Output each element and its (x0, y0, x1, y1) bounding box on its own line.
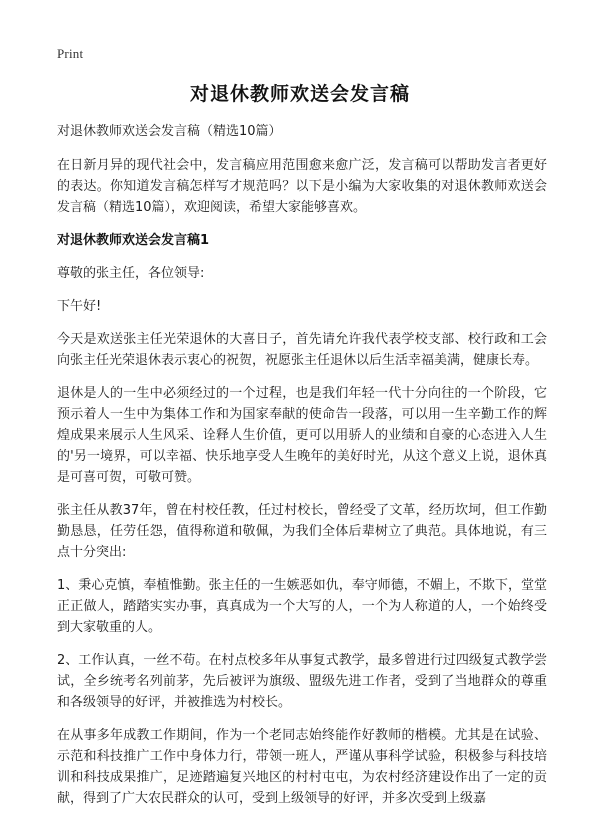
body-paragraph: 张主任从教37年，曾在村校任教，任过村校长，曾经受了文革，经历坎坷，但工作勤勤恳恳，任劳任怨，值得称道和敬佩，为我们全体后辈树立了典范。具体地说，有三点十分突出: (57, 503, 547, 560)
greeting: 下午好! (57, 299, 102, 314)
salutation: 尊敬的张主任，各位领导: (57, 266, 205, 281)
body-paragraph: 2、工作认真，一丝不苟。在村点校多年从事复式教学，最多曾进行过四级复式教学尝试，全乡统考名列前茅，先后被评为旗级、盟级先进工作者，受到了当地群众的尊重和各级领导的好评，并被推选为村校长。 (57, 653, 547, 710)
intro-paragraph: 在日新月异的现代社会中，发言稿应用范围愈来愈广泛，发言稿可以帮助发言者更好的表达。你知道发言稿怎样写才规范吗？以下是小编为大家收集的对退休教师欢送会发言稿（精选10篇），欢迎阅读，希望大家能够喜欢。 (57, 158, 547, 215)
document-body (57, 121, 547, 821)
section-heading: 对退休教师欢送会发言稿1 (57, 233, 210, 248)
document-title: 对退休教师欢送会发言稿 (189, 83, 410, 105)
print-label[interactable]: Print (57, 46, 84, 61)
body-paragraph: 退休是人的一生中必须经过的一个过程，也是我们年轻一代十分向往的一个阶段，它预示着人一生中为集体工作和为国家奉献的使命告一段落，可以用一生辛勤工作的辉煌成果来展示人生风采、诠释人生价值，更可以用骄人的业绩和自豪的心态进入人生的'另一境界，可以幸福、快乐地享受人生晚年的美好时光，从这个意义上说，退休真是可喜可贺，可敬可赞。 (57, 386, 547, 485)
body-paragraph: 在从事多年成教工作期间，作为一个老同志始终能作好教师的楷模。尤其是在试验、示范和科技推广工作中身体力行，带领一班人，严谨从事科学试验，积极参与科技培训和科技成果推广，足迹踏遍复兴地区的村村屯屯，为农村经济建设作出了一定的贡献，得到了广大农民群众的认可，受到上级领导的好评，并多次受到上级嘉 (57, 728, 547, 806)
document-subtitle: 对退休教师欢送会发言稿（精选10篇） (57, 124, 282, 139)
body-paragraph: 1、秉心克慎，奉植惟勤。张主任的一生嫉恶如仇，奉守师德，不媚上，不欺下，堂堂正正做人，踏踏实实办事，真真成为一个大写的人，一个为人称道的人，一个始终受到大家敬重的人。 (57, 578, 547, 635)
body-paragraph: 今天是欢送张主任光荣退休的大喜日子，首先请允许我代表学校支部、校行政和工会向张主任光荣退休表示衷心的祝贺，祝愿张主任退休以后生活幸福美满，健康长寿。 (57, 332, 547, 368)
